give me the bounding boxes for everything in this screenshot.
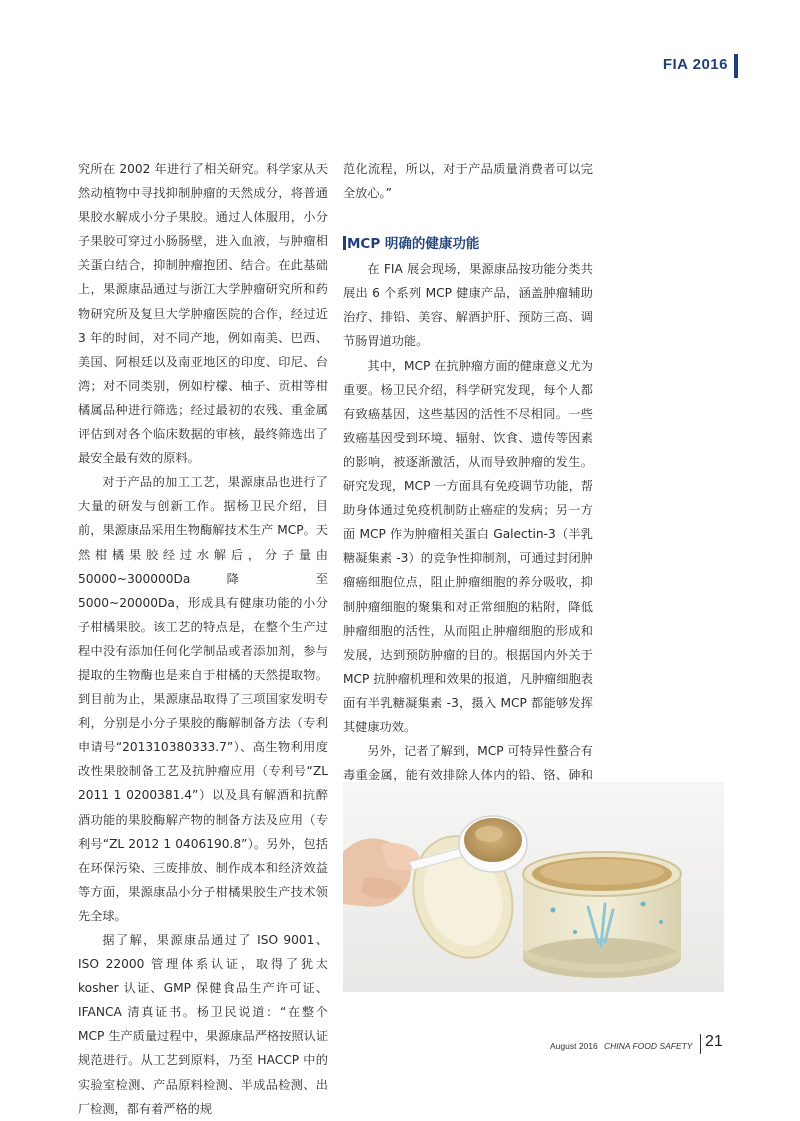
- left-paragraph-1: 究所在 2002 年进行了相关研究。科学家从天然动植物中寻找抑制肿瘤的天然成分，将普通果胶水解成小分子果胶。通过人体服用，小分子果胶可穿过小肠肠壁，进入血液，与肿瘤相关蛋白结合，抑制肿瘤抱团、结合。在此基础上，果源康品通过与浙江大学肿瘤研究所和药物研究所及复旦大学肿瘤医院的合作，经过近 3 年的时间，对不同产地，例如南美、巴西、美国、阿根廷以及南亚地区的印度、印尼、台湾；对不同类别，例如柠檬、柚子、贡柑等柑橘属品种进行筛选；经过最初的农残、重金属评估到对各个临床数据的审核，最终筛选出了最安全最有效的原料。: [78, 162, 328, 466]
- left-column: [78, 157, 328, 1121]
- left-paragraph-2: 对于产品的加工工艺，果源康品也进行了大量的研发与创新工作。据杨卫民介绍，目前，果源康品采用生物酶解技术生产 MCP。天然柑橘果胶经过水解后，分子量由 50000~300000Da 降 至 5000~20000Da，形成具有健康功能的小分子柑橘果胶。该工艺的特点是，在整个生产过程中没有添加任何化学制品或者添加剂，参与提取的生物酶也是来自于柑橘的天然提取物。到目前为止，果源康品取得了三项国家发明专利，分别是小分子果胶的酶解制备方法（专利申请号“201310380333.7”）、高生物利用度改性果胶制备工艺及抗肿瘤应用（专利号“ZL 2011 1 0200381.4”）以及具有解酒和抗醉酒功能的果胶酶解产物的制备方法及应用（专利号“ZL 2012 1 0406190.8”）。另外，包括在环保污染、三废排放、制作成本和经济效益等方面，果源康品小分子柑橘果胶生产技术领先全球。: [78, 475, 328, 923]
- heading-accent-bar: [343, 236, 346, 250]
- header-tag: FIA 2016: [662, 56, 728, 73]
- section-heading: [343, 233, 593, 255]
- product-photo: [343, 782, 724, 992]
- header-bar: [734, 54, 738, 78]
- footer-divider: [700, 1034, 701, 1054]
- right-paragraph-1: 在 FIA 展会现场，果源康品按功能分类共展出 6 个系列 MCP 健康产品，涵盖肿瘤辅助治疗、排铅、美容、解酒护肝、预防三高、调节肠胃道功能。: [343, 262, 593, 349]
- right-paragraph-2: 其中，MCP 在抗肿瘤方面的健康意义尤为重要。杨卫民介绍，科学研究发现，每个人都有致癌基因，这些基因的活性不尽相同。一些致癌基因受到环境、辐射、饮食、遗传等因素的影响，被逐渐激活，从而导致肿瘤的发生。研究发现，MCP 一方面具有免疫调节功能，帮助身体通过免疫机制防止癌症的发病；另一方面 MCP 作为肿瘤相关蛋白 Galectin-3（半乳糖凝集素 -3）的竞争性抑制剂，可通过封闭肿瘤癌细胞位点，阻止肿瘤细胞的养分吸收，抑制肿瘤细胞的聚集和对正常细胞的粘附，降低肿瘤细胞的活性，从而阻止肿瘤细胞的形成和发展，达到预防肿瘤的目的。根据国内外关于 MCP 抗肿瘤机理和效果的报道，凡肿瘤细胞表面有半乳糖凝集素 -3，摄入 MCP 都能够发挥其健康功效。: [343, 358, 593, 734]
- left-paragraph-3: 据了解，果源康品通过了 ISO 9001、ISO 22000 管理体系认证，取得了犹太 kosher 认证、GMP 保健食品生产许可证、IFANCA 清真证书。杨卫民说道：“在整个 MCP 生产质量过程中，果源康品严格按照认证规范进行。从工艺到原料，乃至 HACCP 中的实验室检测、产品原料检测、半成品检测、出厂检测，都有着严格的规: [78, 933, 328, 1116]
- page-number: 21: [705, 1033, 723, 1050]
- footer-date: August 2016: [550, 1041, 598, 1051]
- right-column: [343, 157, 593, 835]
- product-photo-illustration: [343, 782, 724, 992]
- footer-magazine-name: CHINA FOOD SAFETY: [604, 1041, 693, 1051]
- right-paragraph-3: 另外，记者了解到，MCP 可特异性螯合有毒重金属，能有效排除人体内的铅、铬、砷和: [343, 744, 593, 783]
- right-continuation: 范化流程，所以，对于产品质量消费者可以完全放心。”: [343, 162, 593, 201]
- section-heading-text: MCP 明确的健康功能: [347, 236, 480, 253]
